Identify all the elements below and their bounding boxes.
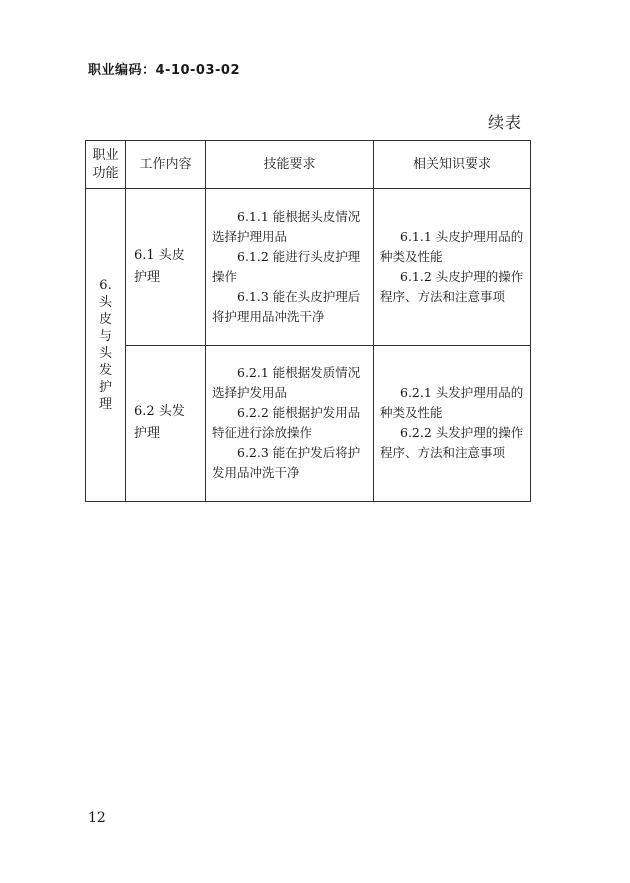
content-label: 6.1 头皮护理 xyxy=(134,247,185,285)
knowledge-item: 6.1.1 头皮护理用品的种类及性能 xyxy=(380,228,524,264)
table-row xyxy=(86,189,531,346)
content-cell xyxy=(126,189,206,346)
skill-item: 6.1.2 能进行头皮护理操作 xyxy=(212,248,361,284)
column-header-function: 职业功能 xyxy=(86,141,126,189)
table-row xyxy=(86,345,531,502)
knowledge-item: 6.2.2 头发护理的操作程序、方法和注意事项 xyxy=(380,425,524,461)
skill-item: 6.2.2 能根据护发用品特征进行涂放操作 xyxy=(212,405,361,441)
knowledge-cell xyxy=(374,189,531,346)
knowledge-item: 6.2.1 头发护理用品的种类及性能 xyxy=(380,385,524,421)
table-header-row xyxy=(86,141,531,189)
column-header-knowledge: 相关知识要求 xyxy=(374,141,531,189)
skill-item: 6.1.1 能根据头皮情况选择护理用品 xyxy=(212,208,361,244)
occupation-code: 职业编码：4-10-03-02 xyxy=(88,63,241,78)
column-header-skills: 技能要求 xyxy=(206,141,374,189)
function-name: 6.头皮与头发护理 xyxy=(99,278,113,412)
skill-item: 6.1.3 能在头皮护理后将护理用品冲洗干净 xyxy=(212,288,361,324)
page-number: 12 xyxy=(88,810,106,826)
content-label: 6.2 头发护理 xyxy=(134,404,185,442)
skills-cell xyxy=(206,345,374,502)
skill-item: 6.2.3 能在护发后将护发用品冲洗干净 xyxy=(212,445,361,481)
skill-item: 6.2.1 能根据发质情况选择护发用品 xyxy=(212,365,361,401)
function-cell xyxy=(86,189,126,502)
continued-label: 续表 xyxy=(487,113,522,132)
skills-table xyxy=(85,140,531,502)
knowledge-cell xyxy=(374,345,531,502)
skills-cell xyxy=(206,189,374,346)
column-header-content: 工作内容 xyxy=(126,141,206,189)
knowledge-item: 6.1.2 头皮护理的操作程序、方法和注意事项 xyxy=(380,268,524,304)
content-cell xyxy=(126,345,206,502)
